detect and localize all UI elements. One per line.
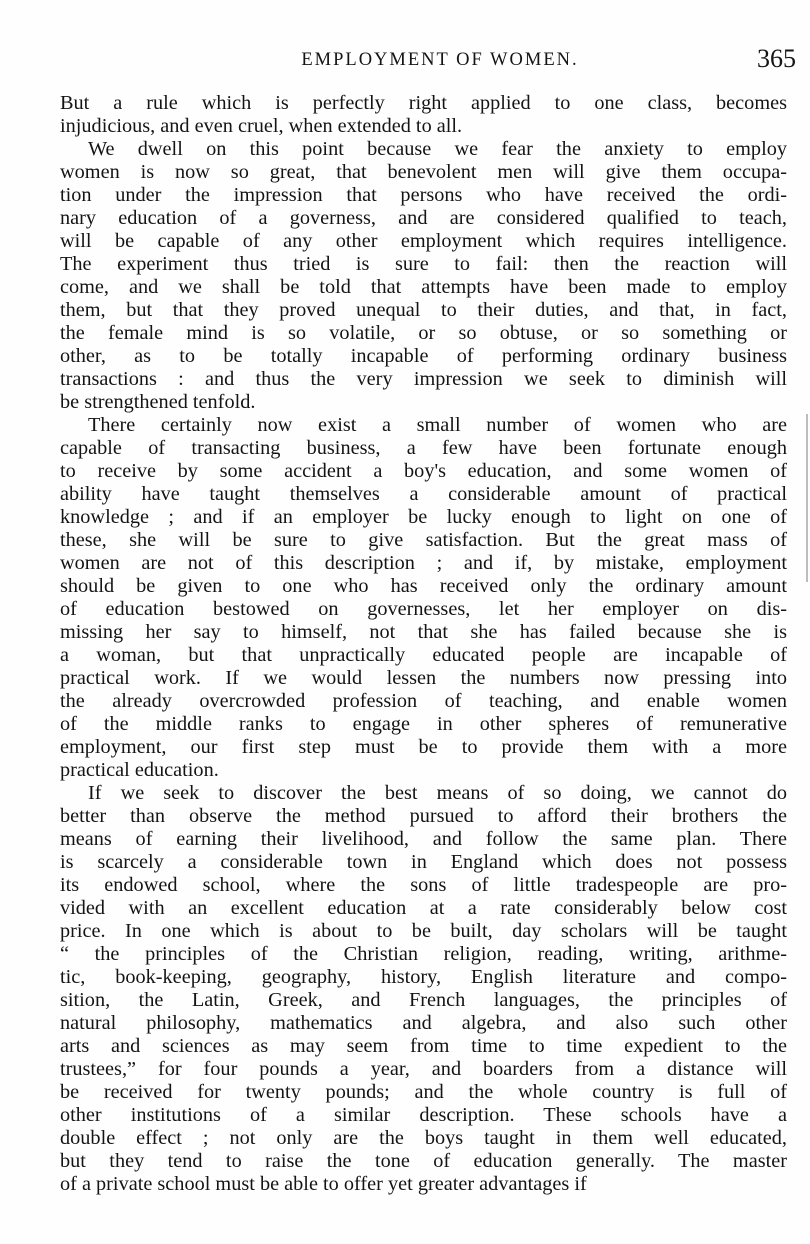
text-line: tic, book-keeping, geography, history, English literature and compo-: [60, 966, 787, 988]
text-line: will be capable of any other employment which requires intelligence.: [60, 230, 787, 252]
paragraph: [60, 92, 787, 138]
text-line: price. In one which is about to be built, day scholars will be taught: [60, 920, 787, 942]
page-edge-mark: [806, 414, 808, 582]
running-head: [60, 44, 796, 74]
text-line: be received for twenty pounds; and the whole country is full of: [60, 1081, 787, 1103]
page-number: 365: [757, 44, 796, 73]
text-line: There certainly now exist a small number of women who are: [88, 414, 787, 436]
body-text: [60, 92, 787, 1196]
text-line: its endowed school, where the sons of little tradespeople are pro-: [60, 874, 787, 896]
text-line: to receive by some accident a boy's education, and some women of: [60, 460, 787, 482]
text-line: sition, the Latin, Greek, and French languages, the principles of: [60, 989, 787, 1011]
text-line: other, as to be totally incapable of performing ordinary business: [60, 345, 787, 367]
text-line: knowledge ; and if an employer be lucky enough to light on one of: [60, 506, 787, 528]
text-line: is scarcely a considerable town in England which does not possess: [60, 851, 787, 873]
text-line: employment, our first step must be to provide them with a more: [60, 736, 787, 758]
text-line: should be given to one who has received only the ordinary amount: [60, 575, 787, 597]
text-line: injudicious, and even cruel, when extended to all.: [60, 115, 463, 137]
text-line: other institutions of a similar description. These schools have a: [60, 1104, 787, 1126]
text-line: But a rule which is perfectly right applied to one class, becomes: [60, 92, 787, 114]
text-line: of the middle ranks to engage in other spheres of remunerative: [60, 713, 787, 735]
text-line: trustees,” for four pounds a year, and boarders from a distance will: [60, 1058, 787, 1080]
text-line: nary education of a governess, and are considered qualified to teach,: [60, 207, 787, 229]
text-line: the female mind is so volatile, or so obtuse, or so something or: [60, 322, 787, 344]
text-line: ability have taught themselves a considerable amount of practical: [60, 483, 787, 505]
text-line: the already overcrowded profession of teaching, and enable women: [60, 690, 787, 712]
text-line: vided with an excellent education at a rate considerably below cost: [60, 897, 787, 919]
text-line: If we seek to discover the best means of so doing, we cannot do: [88, 782, 787, 804]
text-line: practical education.: [60, 759, 219, 781]
text-line: come, and we shall be told that attempts have been made to employ: [60, 276, 787, 298]
text-line: double effect ; not only are the boys taught in them well educated,: [60, 1127, 787, 1149]
text-line: of education bestowed on governesses, let her employer on dis-: [60, 598, 787, 620]
text-line: natural philosophy, mathematics and algebra, and also such other: [60, 1012, 787, 1034]
running-title: EMPLOYMENT OF WOMEN.: [301, 50, 579, 70]
text-line: but they tend to raise the tone of education generally. The master: [60, 1150, 787, 1172]
text-line: of a private school must be able to offer yet greater advantages if: [60, 1173, 587, 1195]
text-line: women are not of this description ; and if, by mistake, employment: [60, 552, 787, 574]
text-line: better than observe the method pursued to afford their brothers the: [60, 805, 787, 827]
text-line: a woman, but that unpractically educated people are incapable of: [60, 644, 787, 666]
paragraph: [60, 782, 787, 1196]
text-line: be strengthened tenfold.: [60, 391, 256, 413]
text-line: We dwell on this point because we fear the anxiety to employ: [88, 138, 787, 160]
text-line: missing her say to himself, not that she has failed because she is: [60, 621, 787, 643]
paragraph: [60, 138, 787, 414]
text-line: practical work. If we would lessen the numbers now pressing into: [60, 667, 787, 689]
text-line: capable of transacting business, a few have been fortunate enough: [60, 437, 787, 459]
text-line: them, but that they proved unequal to their duties, and that, in fact,: [60, 299, 787, 321]
text-line: women is now so great, that benevolent men will give them occupa-: [60, 161, 787, 183]
text-line: “ the principles of the Christian religion, reading, writing, arithme-: [60, 943, 787, 965]
text-line: arts and sciences as may seem from time to time expedient to the: [60, 1035, 787, 1057]
text-line: these, she will be sure to give satisfaction. But the great mass of: [60, 529, 787, 551]
text-line: means of earning their livelihood, and follow the same plan. There: [60, 828, 787, 850]
paragraph: [60, 414, 787, 782]
text-line: tion under the impression that persons who have received the ordi-: [60, 184, 787, 206]
text-line: The experiment thus tried is sure to fail: then the reaction will: [60, 253, 787, 275]
text-line: transactions : and thus the very impression we seek to diminish will: [60, 368, 787, 390]
